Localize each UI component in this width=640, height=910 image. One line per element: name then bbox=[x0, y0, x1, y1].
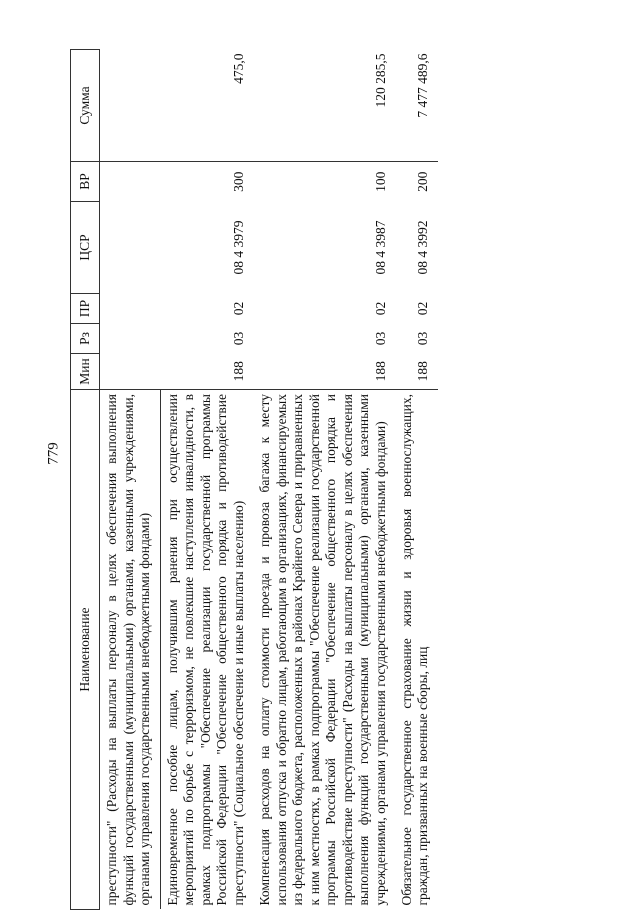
row-min bbox=[100, 354, 160, 390]
row-vr bbox=[100, 162, 160, 202]
row-rz bbox=[100, 324, 160, 354]
table-row bbox=[160, 50, 253, 910]
budget-table bbox=[70, 49, 438, 910]
row-sum: 475,0 bbox=[160, 50, 253, 162]
header-vr: ВР bbox=[71, 162, 100, 202]
row-min: 188 bbox=[415, 361, 431, 382]
row-sum: 7 477 489,6 bbox=[395, 50, 438, 162]
row-min: 188 bbox=[230, 361, 246, 382]
row-rz: 03 bbox=[372, 331, 388, 346]
row-min: 188 bbox=[372, 361, 388, 382]
row-pr: 02 bbox=[372, 301, 388, 316]
row-vr: 100 bbox=[372, 171, 388, 192]
row-pr: 02 bbox=[415, 301, 431, 316]
row-sum bbox=[100, 50, 160, 162]
table-row bbox=[253, 50, 395, 910]
row-vr: 200 bbox=[415, 171, 431, 192]
row-csr: 08 4 3987 bbox=[372, 220, 388, 275]
header-pr: ПР bbox=[71, 294, 100, 324]
table-row bbox=[395, 50, 438, 910]
row-pr bbox=[100, 294, 160, 324]
header-min: Мин bbox=[71, 354, 100, 390]
row-vr: 300 bbox=[230, 171, 246, 192]
row-csr: 08 4 3992 bbox=[415, 220, 431, 275]
row-rz: 03 bbox=[415, 331, 431, 346]
row-csr bbox=[100, 202, 160, 294]
header-rz: Рз bbox=[71, 324, 100, 354]
page-number: 779 bbox=[45, 442, 62, 465]
row-sum: 120 285,5 bbox=[253, 50, 395, 162]
row-name: Компенсация расходов на оплату стоимости проезда и провоза багажа к месту использования отпуска и обратно лицам, работающим в организациях, финансируемых из федерального бюджета, расположенных в районах Крайнего Севера и приравненных к ним местностях, в рамках подпрограммы "Обеспечение реализации государственной программы Российской Федерации "Обеспечение общественного порядка и противодействие преступности" (Расходы на выплаты персоналу в целях обеспечения выполнения функций государственными (муниципальными) органами, казенными учреждениями, органами управления государственными внебюджетными фондами) bbox=[253, 390, 395, 910]
table-header-row bbox=[71, 50, 100, 910]
header-name: Наименование bbox=[71, 390, 100, 910]
row-name: Обязательное государственное страхование жизни и здоровья военнослужащих, граждан, призванных на военные сборы, лиц bbox=[395, 390, 438, 910]
header-sum: Сумма bbox=[71, 50, 100, 162]
header-csr: ЦСР bbox=[71, 202, 100, 294]
row-name: преступности" (Расходы на выплаты персоналу в целях обеспечения выполнения функций государственными (муниципальными) органами, казенными учреждениями, органами управления государственными внебюджетными фондами) bbox=[100, 390, 160, 910]
row-rz: 03 bbox=[230, 331, 246, 346]
row-name: Единовременное пособие лицам, получившим ранения при осуществлении мероприятий по борьбе с терроризмом, не повлекшие наступления инвалидности, в рамках подпрограммы "Обеспечение реализации государственной программы Российской Федерации "Обеспечение общественного порядка и противодействие преступности" (Социальное обеспечение и иные выплаты населению) bbox=[160, 390, 253, 910]
rotated-page bbox=[70, 50, 610, 910]
table-row bbox=[100, 50, 160, 910]
row-csr: 08 4 3979 bbox=[230, 220, 246, 275]
row-pr: 02 bbox=[230, 301, 246, 316]
